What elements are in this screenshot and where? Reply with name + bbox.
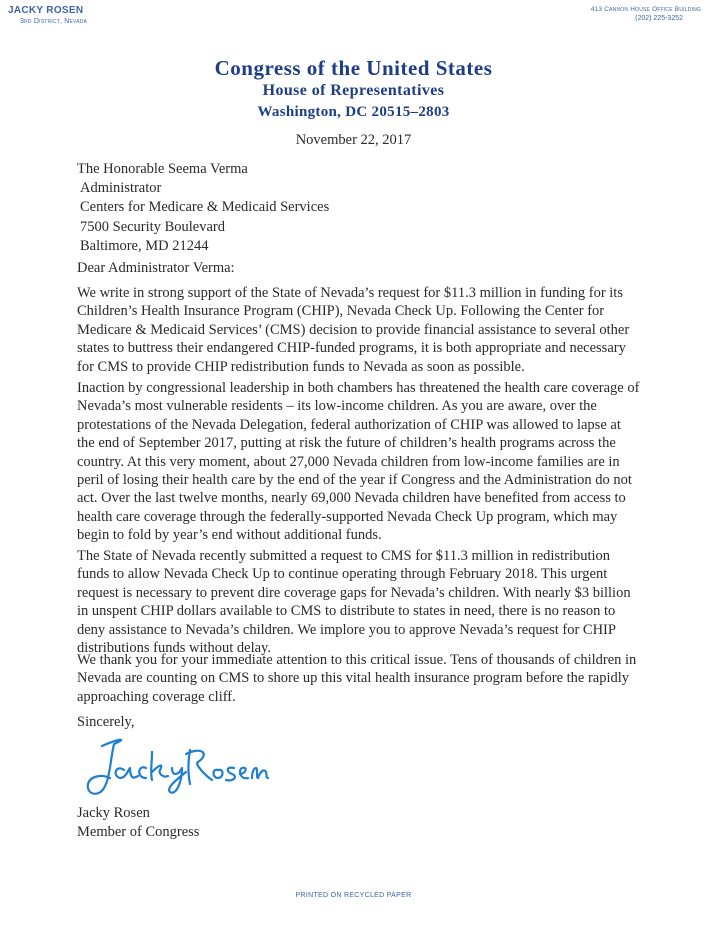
paragraph-4 — [77, 651, 660, 706]
paragraph-3 — [77, 547, 660, 657]
body-line: Children’s Health Insurance Program (CHIP), Nevada Check Up. Following the Center for — [77, 303, 605, 320]
recipient-line: Administrator — [80, 180, 162, 197]
letterhead-office-address: 413 Cannon House Office Building — [590, 6, 701, 13]
salutation: Dear Administrator Verma: — [77, 260, 235, 276]
body-line: deny assistance to Nevada’s children. We implore you to approve Nevada’s request for CHIP — [77, 621, 616, 638]
signer-name: Jacky Rosen — [77, 805, 150, 821]
body-line: The State of Nevada recently submitted a request to CMS for $11.3 million in redistribution — [77, 548, 611, 564]
body-line: begin to fold by year’s end without additional funds. — [77, 527, 382, 544]
recipient-line: Baltimore, MD 21244 — [80, 237, 209, 254]
paragraph-2 — [77, 379, 660, 545]
body-line: funds to allow Nevada Check Up to continue operating through February 2018. This urgent — [77, 566, 608, 583]
body-line: Nevada are counting on CMS to shore up this vital health insurance program before the rapidly — [77, 670, 630, 687]
letterhead-phone: (202) 225-3252 — [635, 15, 683, 22]
body-line: We thank you for your immediate attention to this critical issue. Tens of thousands of children in — [77, 652, 637, 668]
masthead-washington: Washington, DC 20515–2803 — [257, 104, 450, 120]
letterhead-right — [591, 5, 701, 23]
recycled-paper-footer: PRINTED ON RECYCLED PAPER — [295, 892, 412, 899]
body-line: act. Over the last twelve months, nearly 69,000 Nevada children have benefited from access to — [77, 490, 626, 507]
letter-date: November 22, 2017 — [295, 132, 412, 148]
body-line: Nevada’s most vulnerable residents – its low-income children. As you are aware, over the — [77, 398, 597, 415]
body-line: for CMS to provide CHIP redistribution funds to Nevada as soon as possible. — [77, 358, 525, 375]
letterhead-district: 3rd District, Nevada — [20, 18, 88, 25]
body-line: the end of September 2017, putting at risk the future of children’s health programs across the — [77, 435, 616, 452]
body-line: request is necessary to prevent dire coverage gaps for Nevada’s children. With nearly $3 billion — [77, 584, 631, 601]
signer-block — [77, 804, 199, 842]
masthead-house: House of Representatives — [262, 82, 445, 99]
body-line: Inaction by congressional leadership in both chambers has threatened the health care coverage of — [77, 380, 640, 396]
body-line: in unspent CHIP dollars available to CMS to distribute to states in need, there is no reason to — [77, 603, 616, 620]
body-line: country. At this very moment, about 27,000 Nevada children from low-income families are in — [77, 453, 620, 470]
closing: Sincerely, — [77, 714, 135, 730]
body-line: approaching coverage cliff. — [77, 688, 236, 705]
recipient-line: 7500 Security Boulevard — [80, 218, 225, 235]
recipient-line: The Honorable Seema Verma — [77, 161, 248, 177]
recipient-line: Centers for Medicare & Medicaid Services — [80, 199, 330, 216]
letterhead-left — [8, 5, 87, 27]
body-line: peril of losing their health care by the end of the year if Congress and the Administration do not — [77, 472, 632, 489]
body-line: Medicare & Medicaid Services’ (CMS) decision to provide financial assistance to several other — [77, 321, 630, 338]
body-line: health care coverage through the federally-supported Nevada Check Up program, which may — [77, 508, 618, 525]
body-line: states to buttress their endangered CHIP-funded programs, it is both appropriate and necessary — [77, 340, 626, 357]
body-line: We write in strong support of the State of Nevada’s request for $11.3 million in funding for its — [77, 285, 623, 301]
letterhead-name: JACKY ROSEN — [8, 5, 84, 16]
signer-title: Member of Congress — [77, 824, 200, 840]
body-line: distributions funds without delay. — [77, 640, 271, 657]
handwritten-signature — [80, 732, 270, 804]
recipient-address — [77, 160, 329, 256]
paragraph-1 — [77, 284, 660, 376]
body-line: protestations of the Nevada Delegation, federal authorization of CHIP was allowed to lapse at — [77, 416, 621, 433]
masthead-congress: Congress of the United States — [214, 56, 493, 80]
